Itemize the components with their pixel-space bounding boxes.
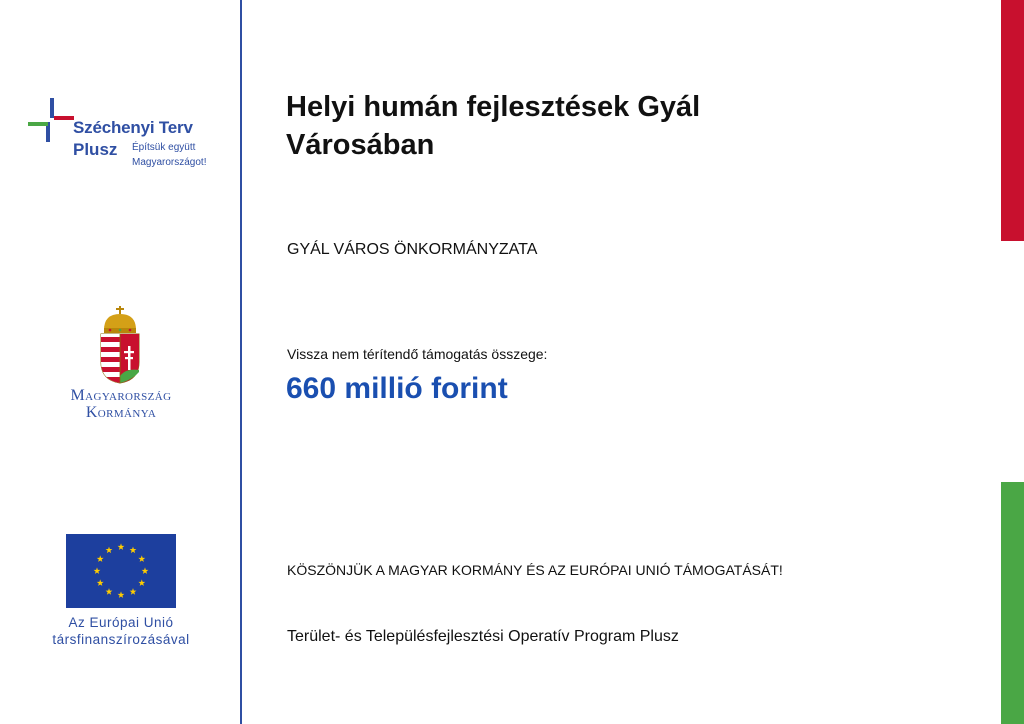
project-title: Helyi humán fejlesztések Gyál Városában [286,91,701,161]
eu-cofinancing-line1: Az Európai Unió [68,615,174,630]
thanks-statement: KÖSZÖNJÜK A MAGYAR KORMÁNY ÉS AZ EURÓPAI UNIÓ TÁMOGATÁSÁT! [287,562,783,578]
program-name: Terület- és Településfejlesztési Operatív Program Plusz [287,628,679,645]
flag-stripe-green [1001,482,1024,724]
szechenyi-cross-icon [28,98,74,144]
beneficiary-name: GYÁL VÁROS ÖNKORMÁNYZATA [287,241,538,258]
szechenyi-slogan-line2: Magyarországot! [132,157,207,168]
government-name-line2: Kormánya [85,404,157,421]
column-divider [240,0,242,724]
government-name-line1: Magyarország [70,387,172,404]
grant-amount-label: Vissza nem térítendő támogatás összege: [287,346,548,362]
flag-stripe-red [1001,0,1024,241]
szechenyi-title: Széchenyi Terv [73,118,193,137]
szechenyi-slogan-line1: Építsük együtt [132,142,196,153]
eu-flag-icon [66,534,176,608]
szechenyi-plusz: Plusz [73,140,118,159]
hungarian-coat-of-arms-icon [98,306,142,384]
eu-cofinancing-line2: társfinanszírozásával [52,632,190,647]
grant-amount-value: 660 millió forint [286,372,508,405]
